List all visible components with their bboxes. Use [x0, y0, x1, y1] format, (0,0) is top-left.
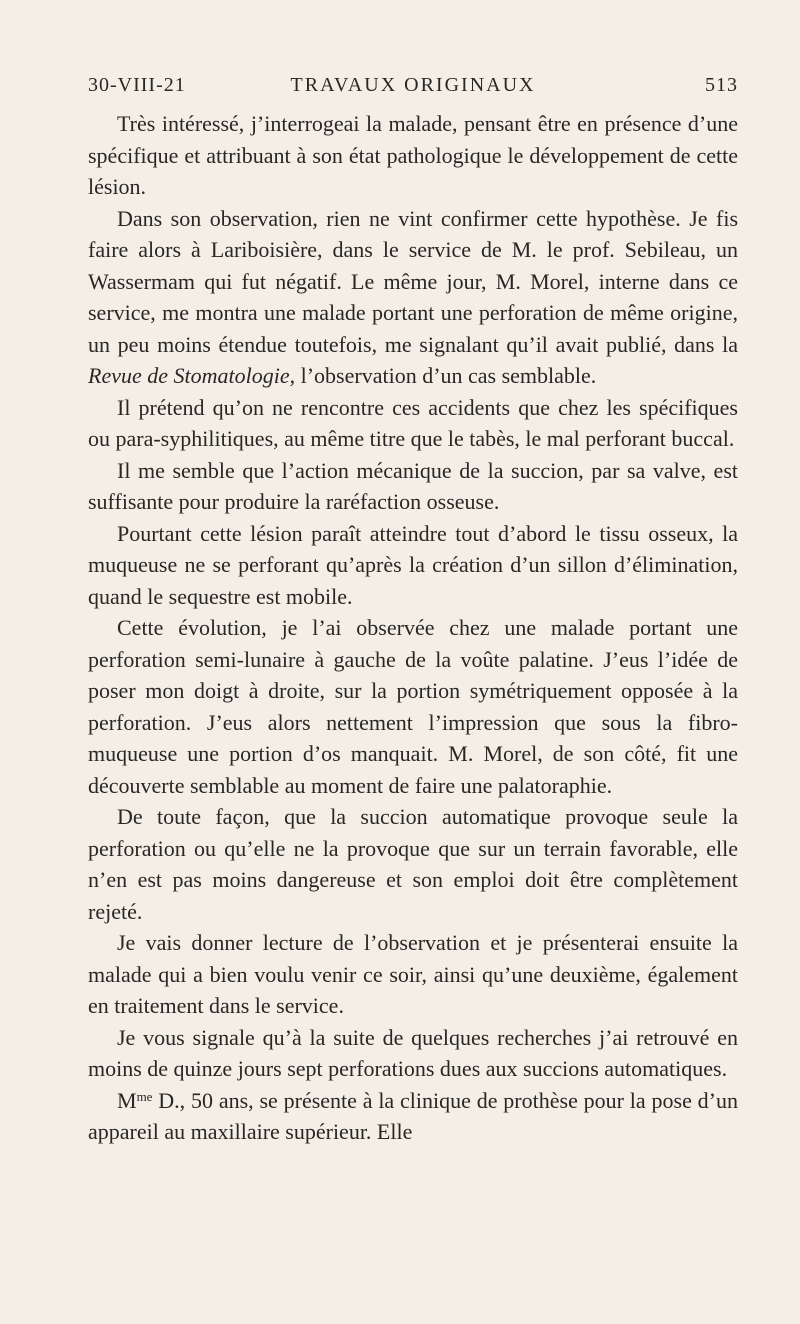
paragraph-text: Dans son observation, rien ne vint confirmer cette hypothèse. Je fis faire alors à Lariboisière, dans le service de M. le prof. Sebileau, un Wassermam qui fut négatif. Le même jour, M. Morel, interne dans ce service, me montra une malade portant une perforation de même origine, un peu moins étendue toutefois, me signalant qu’il avait publié, dans la [88, 205, 738, 357]
paragraph-tail: , l’observation d’un cas semblable. [289, 363, 597, 388]
paragraph: Je vous signale qu’à la suite de quelques recherches j’ai retrouvé en moins de quinze jours sept perforations dues aux succions automatiques. [88, 1024, 738, 1081]
paragraph: Cette évolution, je l’ai observée chez une malade portant une perforation semi-lunaire à gauche de la voûte palatine. J’eus l’idée de poser mon doigt à droite, sur la portion symétriquement opposée à la perforation. J’eus alors nettement l’impression que sous la fibro-muqueuse une portion d’os manquait. M. Morel, de son côté, fit une découverte semblable au moment de faire une palatoraphie. [88, 615, 738, 798]
paragraph-text: D., 50 ans, se présente à la clinique de prothèse pour la pose d’un appareil au maxillaire supérieur. Elle [88, 1087, 738, 1144]
paragraph: Très intéressé, j’interrogeai la malade, pensant être en présence d’une spécifique et attribuant à son état pathologique le développement de cette lésion. [88, 111, 738, 199]
paragraph: Pourtant cette lésion paraît atteindre tout d’abord le tissu osseux, la muqueuse ne se perforant qu’après la création d’un sillon d’élimination, quand le sequestre est mobile. [88, 520, 738, 609]
journal-title: Revue de Stomatologie [88, 363, 290, 388]
body-text [88, 108, 738, 1148]
paragraph-last [88, 1085, 738, 1148]
paragraph: Il me semble que l’action mécanique de la succion, par sa valve, est suffisante pour produire la raréfaction osseuse. [88, 457, 738, 514]
paragraph: Il prétend qu’on ne rencontre ces accidents que chez les spécifiques ou para-syphilitiques, au même titre que le tabès, le mal perforant buccal. [88, 394, 738, 451]
page-number: 513 [705, 74, 738, 96]
title-superscript: me [136, 1088, 153, 1104]
title-prefix: M [117, 1087, 137, 1113]
paragraph: De toute façon, que la succion automatique provoque seule la perforation ou qu’elle ne la provoque que sur un terrain favorable, elle n’en est pas moins dangereuse et son emploi doit être complètement rejeté. [88, 804, 738, 924]
header-title: TRAVAUX ORIGINAUX [290, 74, 536, 96]
paragraph: Je vais donner lecture de l’observation et je présenterai ensuite la malade qui a bien voulu venir ce soir, ainsi qu’une deuxième, également en traitement dans le service. [88, 930, 738, 1018]
paragraph [88, 203, 738, 392]
running-header [88, 74, 738, 104]
header-date: 30-VIII-21 [88, 74, 186, 96]
